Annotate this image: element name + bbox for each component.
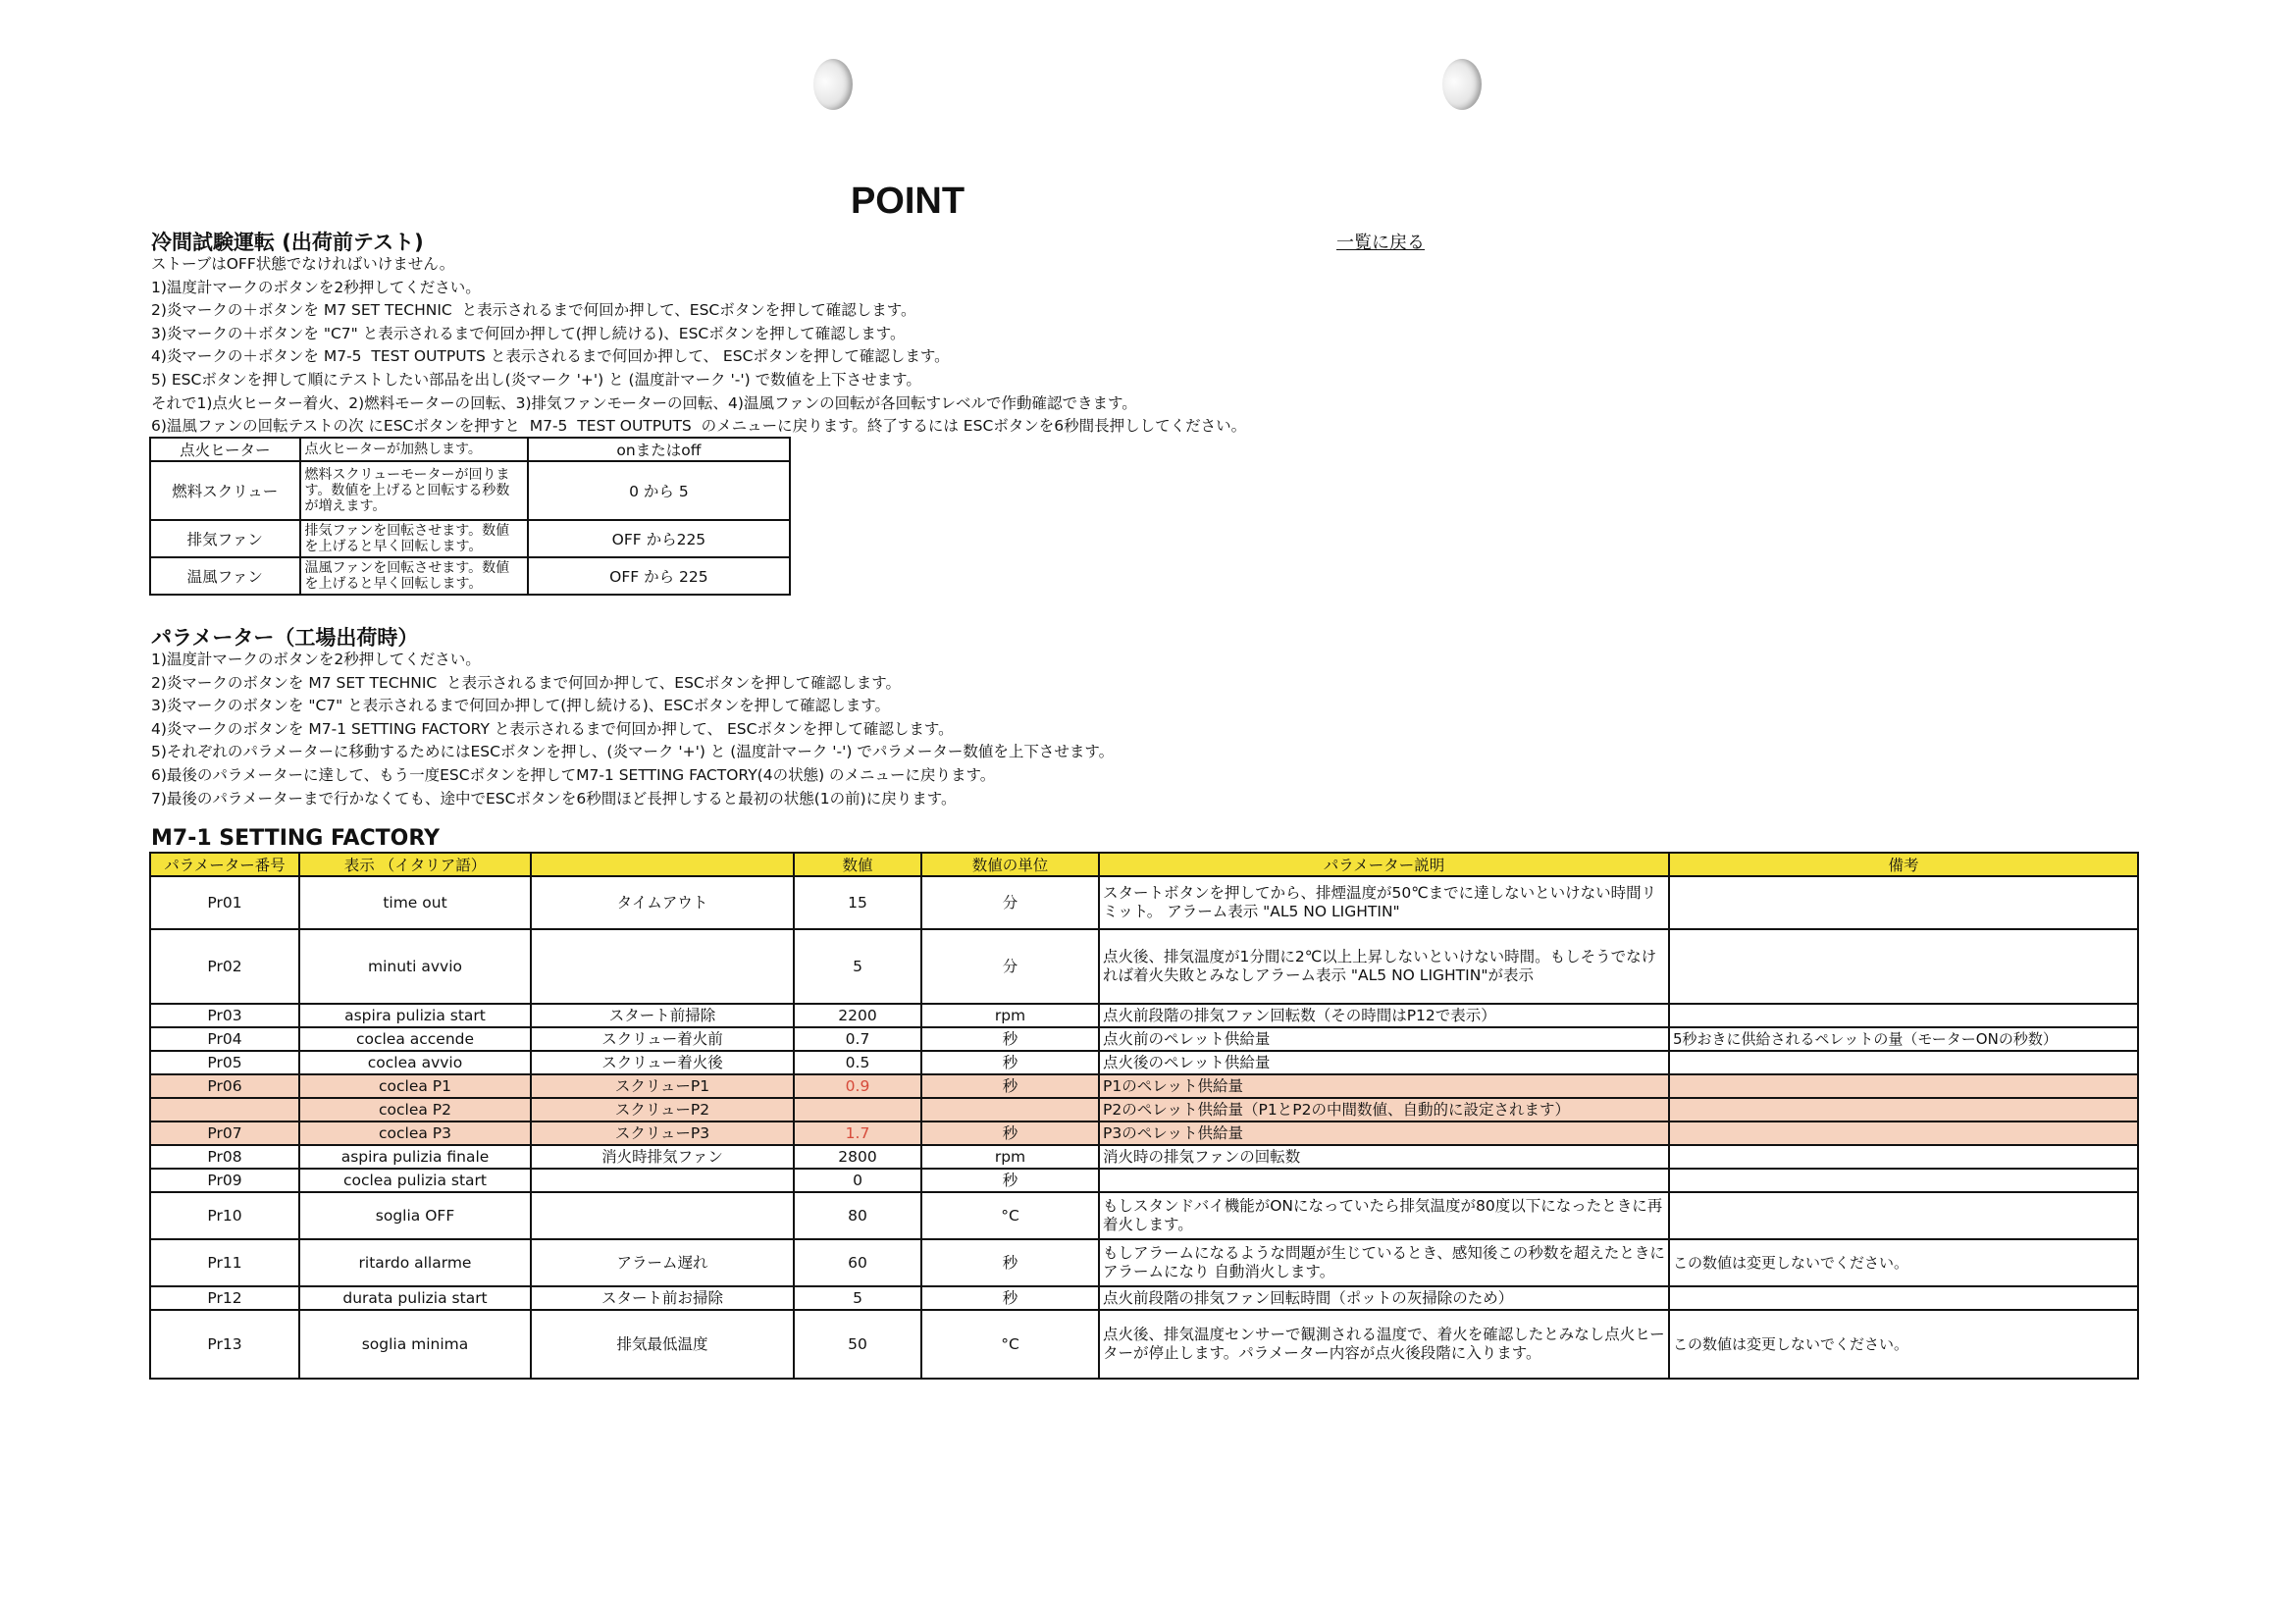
value-cell: 2800 xyxy=(794,1145,921,1169)
instruction-line: 1)温度計マークのボタンを2秒押してください。 xyxy=(151,651,481,668)
unit-cell: °C xyxy=(921,1192,1099,1239)
value-cell: 0 xyxy=(794,1169,921,1192)
japanese-name-cell: スタート前掃除 xyxy=(531,1004,794,1027)
description-cell: P1のペレット供給量 xyxy=(1099,1074,1669,1098)
description-cell: スタートボタンを押してから、排煙温度が50℃までに達しないといけない時間リミット。 アラーム表示 "AL5 NO LIGHTIN" xyxy=(1099,876,1669,929)
note-cell: この数値は変更しないでください。 xyxy=(1669,1310,2138,1379)
note-cell xyxy=(1669,876,2138,929)
instruction-line: 7)最後のパラメーターまで行かなくても、途中でESCボタンを6秒間ほど長押しすると最初の状態(1の前)に戻ります。 xyxy=(151,789,957,808)
value-cell: 2200 xyxy=(794,1004,921,1027)
unit-cell: 秒 xyxy=(921,1169,1099,1192)
instruction-line: 2)炎マークの＋ボタンを M7 SET TECHNIC と表示されるまで何回か押して、ESCボタンを押して確認します。 xyxy=(151,301,916,320)
description-cell: 点火後、排気温度センサーで観測される温度で、着火を確認したとみなし点火ヒーターが停止します。パラメーター内容が点火後段階に入ります。 xyxy=(1099,1310,1669,1379)
param-number-cell: Pr10 xyxy=(150,1192,299,1239)
italian-name-cell: coclea P1 xyxy=(299,1074,531,1098)
italian-name-cell: aspira pulizia start xyxy=(299,1004,531,1027)
note-cell xyxy=(1669,1192,2138,1239)
table-row xyxy=(150,1027,2138,1051)
value-cell: 0.7 xyxy=(794,1027,921,1051)
description-cell xyxy=(1099,1169,1669,1192)
factory-heading: M7-1 SETTING FACTORY xyxy=(151,826,441,846)
table-row xyxy=(150,1051,2138,1074)
table-row xyxy=(150,438,790,461)
value-cell: 0.9 xyxy=(794,1074,921,1098)
unit-cell: 分 xyxy=(921,929,1099,1004)
italian-name-cell: minuti avvio xyxy=(299,929,531,1004)
description-cell: P3のペレット供給量 xyxy=(1099,1121,1669,1145)
instruction-line: ストーブはOFF状態でなければいけません。 xyxy=(151,255,455,273)
italian-name-cell: time out xyxy=(299,876,531,929)
value-cell: 0.5 xyxy=(794,1051,921,1074)
table-row xyxy=(150,1169,2138,1192)
instruction-line: 3)炎マークのボタンを "C7" と表示されるまで何回か押して(押し続ける)、ESCボタンを押して確認します。 xyxy=(151,697,891,715)
italian-name-cell: coclea P2 xyxy=(299,1098,531,1121)
value-cell: 50 xyxy=(794,1310,921,1379)
page-title: POINT xyxy=(850,181,965,222)
note-cell xyxy=(1669,1074,2138,1098)
description-cell: 点火後、排気温度が1分間に2℃以上上昇しないといけない時間。もしそうでなければ着火失敗とみなしアラーム表示 "AL5 NO LIGHTIN"が表示 xyxy=(1099,929,1669,1004)
description-cell: もしスタンドバイ機能がONになっていたら排気温度が80度以下になったときに再着火します。 xyxy=(1099,1192,1669,1239)
italian-name-cell: coclea accende xyxy=(299,1027,531,1051)
binder-hole-left xyxy=(813,59,853,110)
table-row xyxy=(150,1286,2138,1310)
note-cell xyxy=(1669,1145,2138,1169)
param-number-cell: Pr04 xyxy=(150,1027,299,1051)
japanese-name-cell xyxy=(531,929,794,1004)
note-cell: この数値は変更しないでください。 xyxy=(1669,1239,2138,1286)
italian-name-cell: aspira pulizia finale xyxy=(299,1145,531,1169)
japanese-name-cell: スクリューP3 xyxy=(531,1121,794,1145)
italian-name-cell: durata pulizia start xyxy=(299,1286,531,1310)
italian-name-cell: coclea pulizia start xyxy=(299,1169,531,1192)
note-cell xyxy=(1669,1098,2138,1121)
japanese-name-cell: スクリューP1 xyxy=(531,1074,794,1098)
note-cell xyxy=(1669,1004,2138,1027)
param-number-cell: Pr13 xyxy=(150,1310,299,1379)
range-cell: OFF から 225 xyxy=(528,557,790,595)
desc-cell: 温風ファンを回転させます。数値を上げると早く回転します。 xyxy=(300,557,528,595)
instruction-line: 1)温度計マークのボタンを2秒押してください。 xyxy=(151,278,481,296)
test-outputs-table xyxy=(149,437,791,596)
part-cell: 燃料スクリュー xyxy=(150,461,300,520)
binder-hole-right xyxy=(1442,59,1482,110)
params-heading: パラメーター（工場出荷時） xyxy=(151,626,419,650)
japanese-name-cell: 消火時排気ファン xyxy=(531,1145,794,1169)
table-row xyxy=(150,461,790,520)
param-number-cell: Pr09 xyxy=(150,1169,299,1192)
description-cell: P2のペレット供給量（P1とP2の中間数値、自動的に設定されます） xyxy=(1099,1098,1669,1121)
range-cell: onまたはoff xyxy=(528,438,790,461)
table-row xyxy=(150,1004,2138,1027)
instruction-line: 5) ESCボタンを押して順にテストしたい部品を出し(炎マーク '+') と (温度計マーク '-') で数値を上下させます。 xyxy=(151,370,921,389)
part-cell: 点火ヒーター xyxy=(150,438,300,461)
param-number-cell: Pr11 xyxy=(150,1239,299,1286)
param-number-cell: Pr08 xyxy=(150,1145,299,1169)
table-row xyxy=(150,876,2138,929)
description-cell: 点火後のペレット供給量 xyxy=(1099,1051,1669,1074)
instruction-line: 4)炎マークのボタンを M7-1 SETTING FACTORY と表示されるまで何回か押して、 ESCボタンを押して確認します。 xyxy=(151,719,954,738)
japanese-name-cell xyxy=(531,1169,794,1192)
table-row xyxy=(150,1310,2138,1379)
instruction-line: 2)炎マークのボタンを M7 SET TECHNIC と表示されるまで何回か押して、ESCボタンを押して確認します。 xyxy=(151,673,902,692)
unit-cell: 秒 xyxy=(921,1239,1099,1286)
note-cell xyxy=(1669,1286,2138,1310)
value-cell: 60 xyxy=(794,1239,921,1286)
italian-name-cell: coclea P3 xyxy=(299,1121,531,1145)
japanese-name-cell xyxy=(531,1192,794,1239)
desc-cell: 燃料スクリューモーターが回ります。数値を上げると回転する秒数が増えます。 xyxy=(300,461,528,520)
cold-test-heading: 冷間試験運転 (出荷前テスト) xyxy=(151,231,424,254)
instruction-line: 5)それぞれのパラメーターに移動するためにはESCボタンを押し、(炎マーク '+') と (温度計マーク '-') でパラメーター数値を上下させます。 xyxy=(151,743,1115,761)
italian-name-cell: coclea avvio xyxy=(299,1051,531,1074)
column-header: 備考 xyxy=(1669,853,2138,876)
italian-name-cell: soglia minima xyxy=(299,1310,531,1379)
back-to-list-link[interactable]: 一覧に戻る xyxy=(1336,233,1425,253)
note-cell xyxy=(1669,1051,2138,1074)
table-row xyxy=(150,1145,2138,1169)
description-cell: 点火前段階の排気ファン回転時間（ポットの灰掃除のため） xyxy=(1099,1286,1669,1310)
unit-cell: 秒 xyxy=(921,1074,1099,1098)
table-row xyxy=(150,1192,2138,1239)
unit-cell: 秒 xyxy=(921,1121,1099,1145)
value-cell: 5 xyxy=(794,929,921,1004)
japanese-name-cell: スタート前お掃除 xyxy=(531,1286,794,1310)
unit-cell: °C xyxy=(921,1310,1099,1379)
part-cell: 排気ファン xyxy=(150,520,300,557)
table-row xyxy=(150,1098,2138,1121)
unit-cell xyxy=(921,1098,1099,1121)
instruction-line: 4)炎マークの＋ボタンを M7-5 TEST OUTPUTS と表示されるまで何回か押して、 ESCボタンを押して確認します。 xyxy=(151,347,950,366)
param-number-cell: Pr03 xyxy=(150,1004,299,1027)
description-cell: 消火時の排気ファンの回転数 xyxy=(1099,1145,1669,1169)
instruction-line: 6)温風ファンの回転テストの次 にESCボタンを押すと M7-5 TEST OUTPUTS のメニューに戻ります。終了するには ESCボタンを6秒間長押ししてください。 xyxy=(151,417,1247,436)
param-number-cell: Pr12 xyxy=(150,1286,299,1310)
param-number-cell: Pr06 xyxy=(150,1074,299,1098)
factory-params-table xyxy=(149,852,2139,1380)
table-row xyxy=(150,929,2138,1004)
unit-cell: 秒 xyxy=(921,1027,1099,1051)
instruction-line: それで1)点火ヒーター着火、2)燃料モーターの回転、3)排気ファンモーターの回転、4)温風ファンの回転が各回転すレベルで作動確認できます。 xyxy=(151,393,1137,412)
italian-name-cell: ritardo allarme xyxy=(299,1239,531,1286)
table-row xyxy=(150,1121,2138,1145)
japanese-name-cell: スクリュー着火後 xyxy=(531,1051,794,1074)
japanese-name-cell: アラーム遅れ xyxy=(531,1239,794,1286)
range-cell: OFF から225 xyxy=(528,520,790,557)
note-cell xyxy=(1669,929,2138,1004)
unit-cell: 分 xyxy=(921,876,1099,929)
column-header: 数値の単位 xyxy=(921,853,1099,876)
italian-name-cell: soglia OFF xyxy=(299,1192,531,1239)
params-instructions xyxy=(151,649,1114,810)
column-header: 数値 xyxy=(794,853,921,876)
column-header xyxy=(531,853,794,876)
value-cell: 15 xyxy=(794,876,921,929)
table-row xyxy=(150,557,790,595)
table-row xyxy=(150,1239,2138,1286)
note-cell xyxy=(1669,1121,2138,1145)
range-cell: 0 から 5 xyxy=(528,461,790,520)
note-cell xyxy=(1669,1169,2138,1192)
japanese-name-cell: スクリュー着火前 xyxy=(531,1027,794,1051)
desc-cell: 点火ヒーターが加熱します。 xyxy=(300,438,528,461)
param-number-cell: Pr01 xyxy=(150,876,299,929)
value-cell: 5 xyxy=(794,1286,921,1310)
description-cell: もしアラームになるような問題が生じているとき、感知後この秒数を超えたときにアラームになり 自動消火します。 xyxy=(1099,1239,1669,1286)
table-row xyxy=(150,1074,2138,1098)
instruction-line: 6)最後のパラメーターに達して、もう一度ESCボタンを押してM7-1 SETTING FACTORY(4の状態) のメニューに戻ります。 xyxy=(151,765,996,784)
param-number-cell: Pr07 xyxy=(150,1121,299,1145)
description-cell: 点火前段階の排気ファン回転数（その時間はP12で表示） xyxy=(1099,1004,1669,1027)
japanese-name-cell: 排気最低温度 xyxy=(531,1310,794,1379)
cold-test-instructions xyxy=(151,253,1246,439)
param-number-cell xyxy=(150,1098,299,1121)
description-cell: 点火前のペレット供給量 xyxy=(1099,1027,1669,1051)
value-cell xyxy=(794,1098,921,1121)
param-number-cell: Pr02 xyxy=(150,929,299,1004)
value-cell: 80 xyxy=(794,1192,921,1239)
part-cell: 温風ファン xyxy=(150,557,300,595)
column-header: パラメーター番号 xyxy=(150,853,299,876)
unit-cell: rpm xyxy=(921,1004,1099,1027)
param-number-cell: Pr05 xyxy=(150,1051,299,1074)
unit-cell: 秒 xyxy=(921,1286,1099,1310)
unit-cell: 秒 xyxy=(921,1051,1099,1074)
japanese-name-cell: スクリューP2 xyxy=(531,1098,794,1121)
note-cell: 5秒おきに供給されるペレットの量（モーターONの秒数） xyxy=(1669,1027,2138,1051)
instruction-line: 3)炎マークの＋ボタンを "C7" と表示されるまで何回か押して(押し続ける)、ESCボタンを押して確認します。 xyxy=(151,324,906,342)
column-header: パラメーター説明 xyxy=(1099,853,1669,876)
unit-cell: rpm xyxy=(921,1145,1099,1169)
column-header: 表示 （イタリア語） xyxy=(299,853,531,876)
desc-cell: 排気ファンを回転させます。数値を上げると早く回転します。 xyxy=(300,520,528,557)
table-row xyxy=(150,520,790,557)
japanese-name-cell: タイムアウト xyxy=(531,876,794,929)
value-cell: 1.7 xyxy=(794,1121,921,1145)
